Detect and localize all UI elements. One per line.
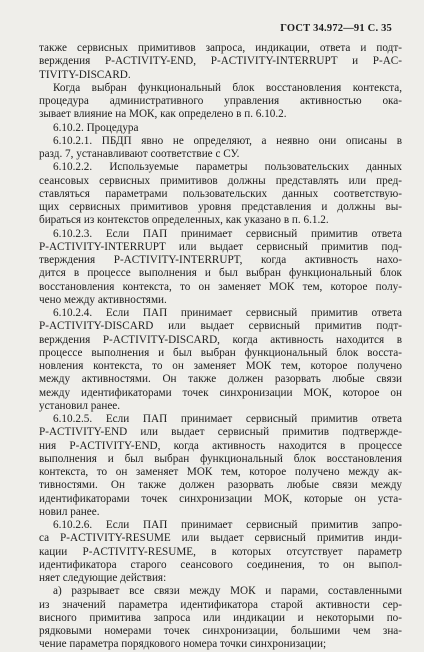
text-line: 6.10.2. Процедура — [53, 121, 139, 134]
text-line: P-ACTIVITY-END или выдает сервисный примитив подтвержде- — [39, 426, 402, 439]
text-line: контекста, то он заменяет МОК тем, которое получено между ак- — [39, 466, 402, 478]
text-line: ставляться параметрами пользовательских данных соответствую- — [39, 187, 402, 200]
text-line: 6.10.2.1. ПБДП явно не определяют, а неявно они описаны в — [53, 134, 402, 147]
text-line: процессе выполнения и был выбран функциональный блок восста- — [39, 346, 402, 359]
text-line: щих сервисных примитивов уровня представления и должны вы- — [39, 201, 402, 213]
text-line: новил ранее. — [39, 505, 100, 518]
text-line: сеансовых сервисных примитивов должны представлять или пред- — [39, 174, 402, 187]
text-line: 6.10.2.5. Если ПАП принимает сервисный примитив ответа — [53, 413, 402, 425]
text-line: 6.10.2.6. Если ПАП принимает сервисный примитив запро- — [53, 519, 402, 531]
document-body — [39, 42, 402, 652]
text-line: тивностями. Он также должен разорвать любые связи между — [39, 479, 402, 492]
text-line: тверждения P-ACTIVITY-INTERRUPT, когда активность нахо- — [39, 254, 402, 266]
text-line: Когда выбран функциональный блок восстановления контекста, — [53, 81, 402, 94]
page-header: ГОСТ 34.972—91 С. 35 — [280, 23, 392, 34]
text-line: ния P-ACTIVITY-END, когда активность находится в процессе — [39, 439, 402, 452]
text-line: из значений параметра идентификатора старой активности сер- — [39, 598, 402, 611]
text-line: установил ранее. — [39, 399, 121, 412]
text-line: верждения P-ACTIVITY-END, P-ACTIVITY-INTERRUPT и P-AC- — [39, 55, 402, 68]
text-line: также сервисных примитивов запроса, индикации, ответа и подт- — [39, 42, 402, 54]
text-line: дится в процессе выполнения и был выбран функциональный блок — [39, 267, 402, 280]
text-line: P-ACTIVITY-DISCARD или выдает сервисный примитив подт- — [39, 320, 402, 333]
text-line: 6.10.2.3. Если ПАП принимает сервисный примитив ответа — [53, 227, 402, 240]
text-line: TIVITY-DISCARD. — [39, 68, 131, 81]
text-line: выполнения и был выбран функциональный блок восстановления — [39, 452, 402, 465]
text-line: чение параметра порядкового номера точки синхронизации; — [39, 638, 327, 651]
text-line: восстановления контекста, то он заменяет МОК тем, которое полу- — [39, 280, 402, 293]
text-line: бираться из контекстов определенных, как указано в п. 6.1.2. — [39, 214, 329, 227]
text-line: са P-ACTIVITY-RESUME или выдает сервисный примитив инди- — [39, 532, 402, 545]
text-line: разд. 7, устанавливают соответствие с СУ. — [39, 148, 240, 160]
text-line: 6.10.2.4. Если ПАП принимает сервисный примитив ответа — [53, 307, 402, 319]
text-line: чено между активностями. — [39, 293, 167, 306]
text-line: верждения P-ACTIVITY-DISCARD, когда активность находится в — [39, 333, 402, 346]
text-line: кации P-ACTIVITY-RESUME, в которых отсутствует параметр — [39, 545, 402, 558]
text-line: между идентификаторами точек синхронизации МОК, которое он — [39, 386, 402, 399]
text-line: а) разрывает все связи между МОК и парами, составленными — [53, 585, 402, 598]
text-line: рядковыми номерами точек синхронизации, большими чем зна- — [39, 625, 402, 637]
text-line: P-ACTIVITY-INTERRUPT или выдает сервисный примитив под- — [39, 240, 402, 253]
text-line: висного примитива запроса или индикации и некоторыми по- — [39, 611, 402, 624]
text-line: зывает влияние на МОК, как определено в п. 6.10.2. — [39, 108, 287, 121]
text-line: процедура административного управления активностью ока- — [39, 95, 402, 107]
text-line: 6.10.2.2. Используемые параметры пользовательских данных — [53, 161, 402, 174]
text-line: идентификаторами точек синхронизации МОК, которые он уста- — [39, 492, 402, 505]
text-line: между активностями. Он также должен разорвать любые связи — [39, 373, 402, 386]
text-line: няет следующие действия: — [39, 572, 167, 584]
text-line: новления контекста, то он заменяет МОК тем, которое получено — [39, 360, 402, 372]
text-line: идентификатора старого сеансового соединения, то он выпол- — [39, 558, 402, 571]
